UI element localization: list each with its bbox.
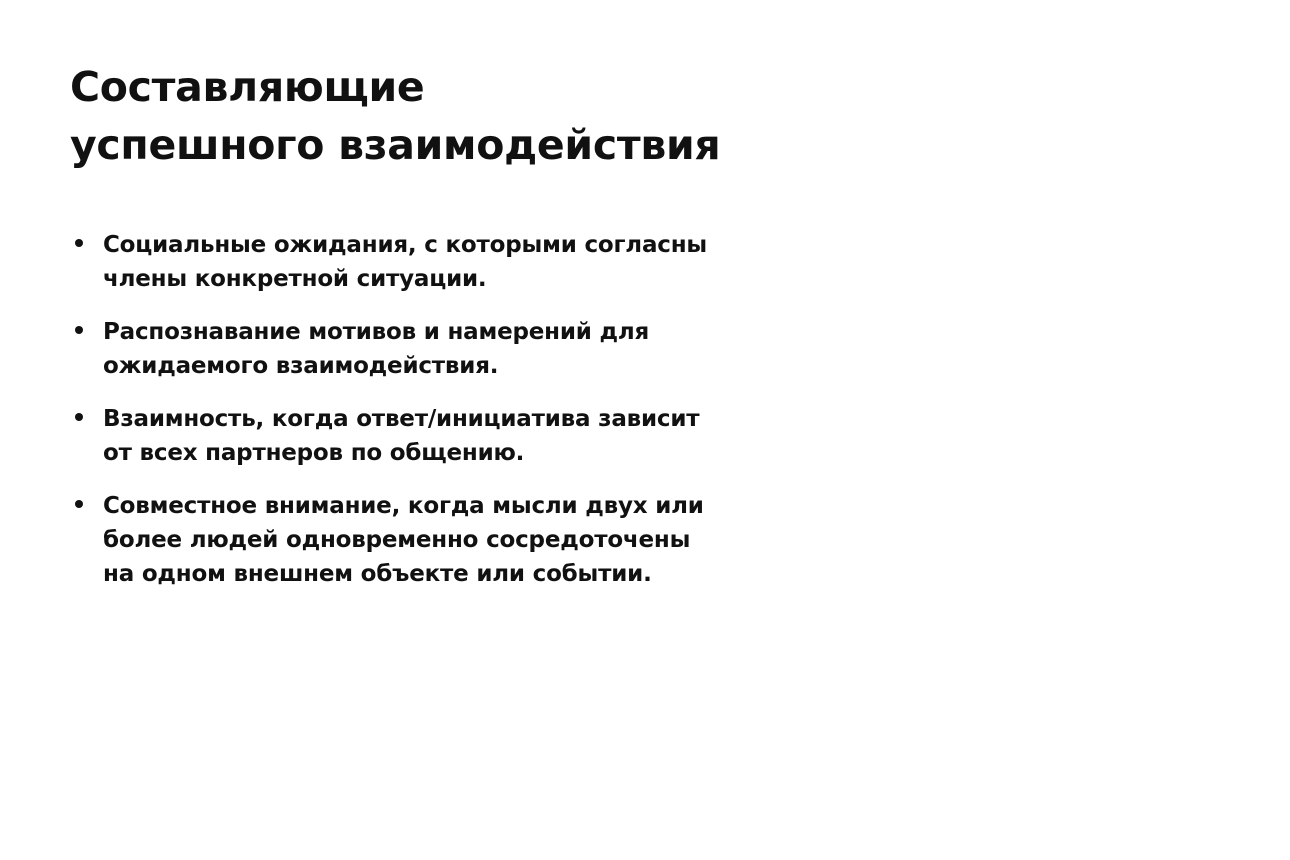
bullet-text-line: члены конкретной ситуации. — [103, 266, 487, 292]
bullet-text-line: Взаимность, когда ответ/инициатива зависит — [103, 406, 700, 432]
bullet-text-line: на одном внешнем объекте или событии. — [103, 561, 652, 587]
bullet-dot-icon — [75, 413, 83, 421]
bullet-text-line: от всех партнеров по общению. — [103, 440, 525, 466]
slide-title — [70, 58, 830, 174]
bullet-dot-icon — [75, 500, 83, 508]
bullet-text-line: ожидаемого взаимодействия. — [103, 353, 499, 379]
bullet-reciprocity — [70, 402, 760, 470]
bullet-social-expectations — [70, 228, 760, 296]
bullet-text-line: Распознавание мотивов и намерений для — [103, 319, 650, 345]
bullet-dot-icon — [75, 239, 83, 247]
slide-title-line-2: успешного взаимодействия — [70, 121, 721, 169]
bullet-text-line: Социальные ожидания, с которыми согласны — [103, 232, 707, 258]
bullet-motive-recognition — [70, 315, 760, 383]
bullet-text-line: Совместное внимание, когда мысли двух или — [103, 493, 704, 519]
bullet-dot-icon — [75, 326, 83, 334]
success-components-list — [70, 228, 760, 610]
slide-title-line-1: Составляющие — [70, 63, 425, 111]
bullet-joint-attention — [70, 489, 760, 591]
bullet-text-line: более людей одновременно сосредоточены — [103, 527, 691, 553]
